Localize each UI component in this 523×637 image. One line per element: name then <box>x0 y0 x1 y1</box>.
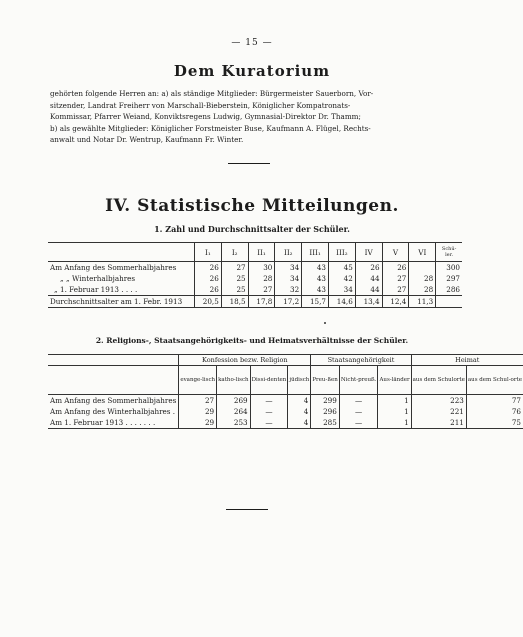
cell: 32 <box>275 284 302 296</box>
kuratorium-paragraph <box>50 88 460 146</box>
table-header-blank <box>48 366 179 395</box>
cell: 4 <box>288 417 311 429</box>
cell: 34 <box>275 273 302 284</box>
table-row <box>48 284 462 296</box>
cell: 27 <box>382 273 409 284</box>
cell: 44 <box>355 284 382 296</box>
cell: 30 <box>248 262 275 274</box>
cell: 26 <box>195 262 222 274</box>
cell: — <box>250 395 288 407</box>
section-divider <box>226 509 268 510</box>
cell: 17,8 <box>248 296 275 308</box>
column-header: katho-lisch <box>217 366 251 395</box>
group-header: Staatsangehörigkeit <box>311 355 411 366</box>
cell: 45 <box>328 262 355 274</box>
cell: 43 <box>302 273 329 284</box>
kuratorium-line: Kommissar, Pfarrer Weiand, Konviktsregens Ludwig, Gymnasial-Direktor Dr. Thamm; <box>50 112 361 121</box>
cell: 296 <box>311 406 339 417</box>
cell: 29 <box>179 406 217 417</box>
kuratorium-line: gehörten folgende Herren an: a) als ständige Mitglieder: Bürgermeister Sauerborn, Vor- <box>50 89 374 98</box>
table-row <box>48 262 462 274</box>
cell: 26 <box>195 273 222 284</box>
column-header: aus dem Schulorte <box>411 366 466 395</box>
column-header: II₂ <box>275 243 302 262</box>
cell: 25 <box>221 284 248 296</box>
cell: 211 <box>411 417 466 429</box>
cell: 4 <box>288 395 311 407</box>
cell: — <box>339 395 378 407</box>
table-row <box>48 296 462 308</box>
column-header: evange-lisch <box>179 366 217 395</box>
kuratorium-line: anwalt und Notar Dr. Wentrup, Kaufmann Fr. Winter. <box>50 135 244 144</box>
column-header: aus dem Schul-orte <box>466 366 523 395</box>
kuratorium-line: sitzender, Landrat Freiherr von Marschall-Bieberstein, Königlicher Kompatronats- <box>50 100 351 110</box>
cell: 42 <box>328 273 355 284</box>
column-header: II₁ <box>248 243 275 262</box>
cell: 27 <box>221 262 248 274</box>
cell: 76 <box>466 406 523 417</box>
cell: 28 <box>409 273 436 284</box>
cell: 299 <box>311 395 339 407</box>
cell: 14,6 <box>328 296 355 308</box>
cell: 13,4 <box>355 296 382 308</box>
section2-title: 2. Religions-, Staatsangehörigkeits- und Heimatsverhältnisse der Schüler. <box>95 336 409 345</box>
row-label: Am Anfang des Sommerhalbjahres <box>50 396 177 405</box>
cell: 34 <box>275 262 302 274</box>
section-divider <box>228 163 270 164</box>
cell: 253 <box>217 417 251 429</box>
cell: 25 <box>221 273 248 284</box>
cell: 264 <box>217 406 251 417</box>
table-header-blank <box>48 243 195 262</box>
column-header: III₁ <box>302 243 329 262</box>
table-row <box>48 406 523 417</box>
cell: 15,7 <box>302 296 329 308</box>
cell <box>409 262 436 274</box>
cell: 1 <box>378 395 411 407</box>
kuratorium-heading: Dem Kuratorium <box>173 62 331 80</box>
column-header: Nicht-preuß. <box>339 366 378 395</box>
column-header: VI <box>409 243 436 262</box>
column-header: Schü-ler. <box>436 243 462 262</box>
cell: 28 <box>409 284 436 296</box>
column-header: IV <box>355 243 382 262</box>
cell: 29 <box>179 417 217 429</box>
cell: 75 <box>466 417 523 429</box>
row-label: Durchschnittsalter am 1. Febr. 1913 <box>48 296 195 308</box>
cell: — <box>339 406 378 417</box>
cell: 286 <box>436 284 462 296</box>
cell: 221 <box>411 406 466 417</box>
table-row <box>48 395 523 407</box>
table-row <box>48 273 462 284</box>
table-row <box>48 417 523 429</box>
cell: 285 <box>311 417 339 429</box>
row-label: Am Anfang des Winterhalbjahres . <box>50 407 176 416</box>
cell: 223 <box>411 395 466 407</box>
cell: 11,3 <box>409 296 436 308</box>
column-header: V <box>382 243 409 262</box>
cell: 26 <box>382 262 409 274</box>
cell: 1 <box>378 406 411 417</box>
cell: 26 <box>355 262 382 274</box>
cell: — <box>250 406 288 417</box>
student-count-table <box>48 242 462 308</box>
section1-title: 1. Zahl und Durchschnittsalter der Schüler. <box>154 224 350 234</box>
cell: 18,5 <box>221 296 248 308</box>
cell: 77 <box>466 395 523 407</box>
cell: 1 <box>378 417 411 429</box>
cell: — <box>339 417 378 429</box>
kuratorium-line: b) als gewählte Mitglieder: Königlicher Forstmeister Buse, Kaufmann A. Flügel, Rechts- <box>50 123 371 133</box>
row-label: „ „ Winterhalbjahres <box>60 274 136 283</box>
cell: 27 <box>179 395 217 407</box>
cell: 4 <box>288 406 311 417</box>
cell: 269 <box>217 395 251 407</box>
column-header: I₂ <box>221 243 248 262</box>
cell <box>436 296 462 308</box>
cell: 34 <box>328 284 355 296</box>
cell: 43 <box>302 262 329 274</box>
print-mark <box>324 322 326 324</box>
religion-nationality-table <box>48 354 523 429</box>
cell: 297 <box>436 273 462 284</box>
column-header: jüdisch <box>288 366 311 395</box>
group-header: Konfession bezw. Religion <box>179 355 311 366</box>
table-header-blank <box>48 355 179 366</box>
cell: 44 <box>355 273 382 284</box>
page-number: — 15 — <box>231 38 273 48</box>
column-header: Preu-ßen <box>311 366 339 395</box>
cell: 17,2 <box>275 296 302 308</box>
cell: 300 <box>436 262 462 274</box>
cell: 28 <box>248 273 275 284</box>
row-label: Am 1. Februar 1913 . . . . . . . <box>48 417 179 429</box>
column-header: Dissi-denten <box>250 366 288 395</box>
cell: — <box>250 417 288 429</box>
cell: 20,5 <box>195 296 222 308</box>
cell: 27 <box>248 284 275 296</box>
cell: 43 <box>302 284 329 296</box>
row-label: Am Anfang des Sommerhalbjahres <box>50 263 177 272</box>
column-header: I₁ <box>195 243 222 262</box>
group-header: Heimat <box>411 355 523 366</box>
column-header: Aus-länder <box>378 366 411 395</box>
cell: 27 <box>382 284 409 296</box>
cell: 12,4 <box>382 296 409 308</box>
column-header: III₂ <box>328 243 355 262</box>
row-label: „ 1. Februar 1913 . . . . <box>54 285 138 294</box>
cell: 26 <box>195 284 222 296</box>
statistics-heading: IV. Statistische Mitteilungen. <box>105 196 399 216</box>
